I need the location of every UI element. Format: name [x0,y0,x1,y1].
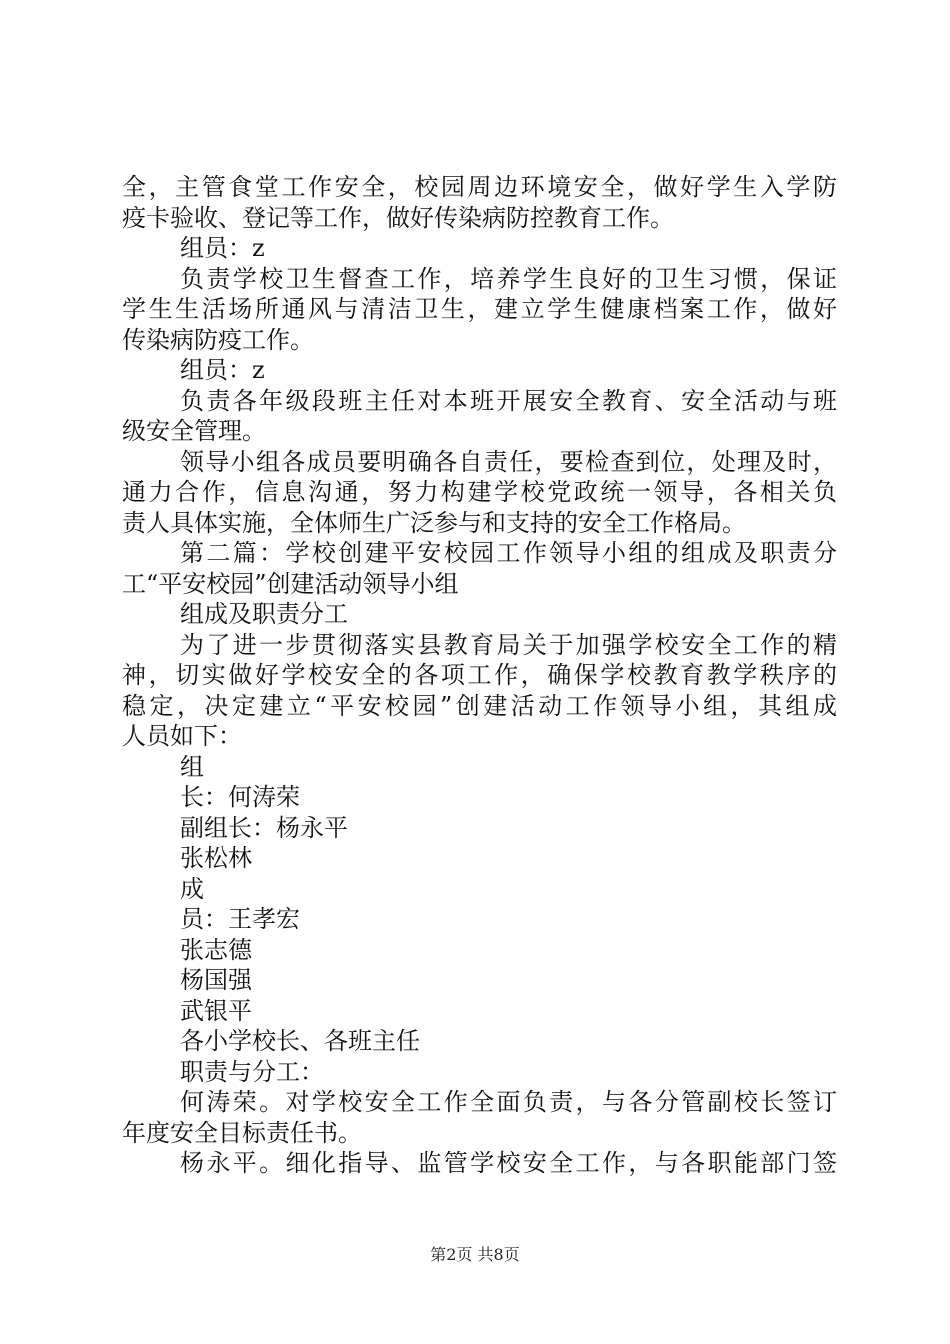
text-line: 杨永平。细化指导、监管学校安全工作，与各职能部门签 [180,1149,837,1177]
page-footer: 第2页 共8页 [430,1245,520,1264]
text-line: 组成及职责分工 [180,600,348,628]
text-line: 成 [180,874,204,903]
text-line: 何涛荣。对学校安全工作全面负责，与各分管副校长签订 [180,1088,837,1116]
text-line: 长：何涛荣 [180,783,300,811]
text-line: 张松林 [180,844,252,872]
text-line: 神，切实做好学校安全的各项工作，确保学校教育教学秩序的 [122,661,837,689]
text-line: 组 [180,752,204,781]
text-line: 负责学校卫生督查工作，培养学生良好的卫生习惯，保证 [180,264,837,293]
text-line: 员：王孝宏 [180,905,300,933]
text-line: 第二篇：学校创建平安校园工作领导小组的组成及职责分 [180,539,837,567]
text-line: 学生生活场所通风与清洁卫生，建立学生健康档案工作，做好 [122,295,837,323]
text-line: 杨国强 [180,966,252,994]
text-line: 人员如下： [122,722,242,750]
text-line: 副组长：杨永平 [180,813,348,842]
text-line: 张志德 [180,935,252,964]
text-line: 级安全管理。 [122,417,266,445]
text-line: 组员：z [180,356,265,384]
text-line: 领导小组各成员要明确各自责任，要检查到位，处理及时， [180,447,837,476]
text-line: 疫卡验收、登记等工作，做好传染病防控教育工作。 [122,203,674,232]
text-line: 武银平 [180,996,252,1025]
text-line: 责人具体实施，全体师生广泛参与和支持的安全工作格局。 [122,508,746,537]
text-line: 传染病防疫工作。 [122,325,314,354]
text-line: 工“平安校园”创建活动领导小组 [122,569,459,598]
text-line: 稳定，决定建立“平安校园”创建活动工作领导小组，其组成 [122,691,837,720]
text-line: 全，主管食堂工作安全，校园周边环境安全，做好学生入学防 [122,173,837,201]
document-body [122,172,837,1179]
text-line: 为了进一步贯彻落实县教育局关于加强学校安全工作的精 [180,630,837,659]
text-line: 通力合作，信息沟通，努力构建学校党政统一领导，各相关负 [122,478,837,506]
text-line: 负责各年级段班主任对本班开展安全教育、安全活动与班 [180,386,837,415]
text-line: 年度安全目标责任书。 [122,1118,362,1147]
text-line: 各小学校长、各班主任 [180,1027,420,1055]
text-line: 组员：z [180,234,265,262]
text-line: 职责与分工： [180,1057,324,1086]
